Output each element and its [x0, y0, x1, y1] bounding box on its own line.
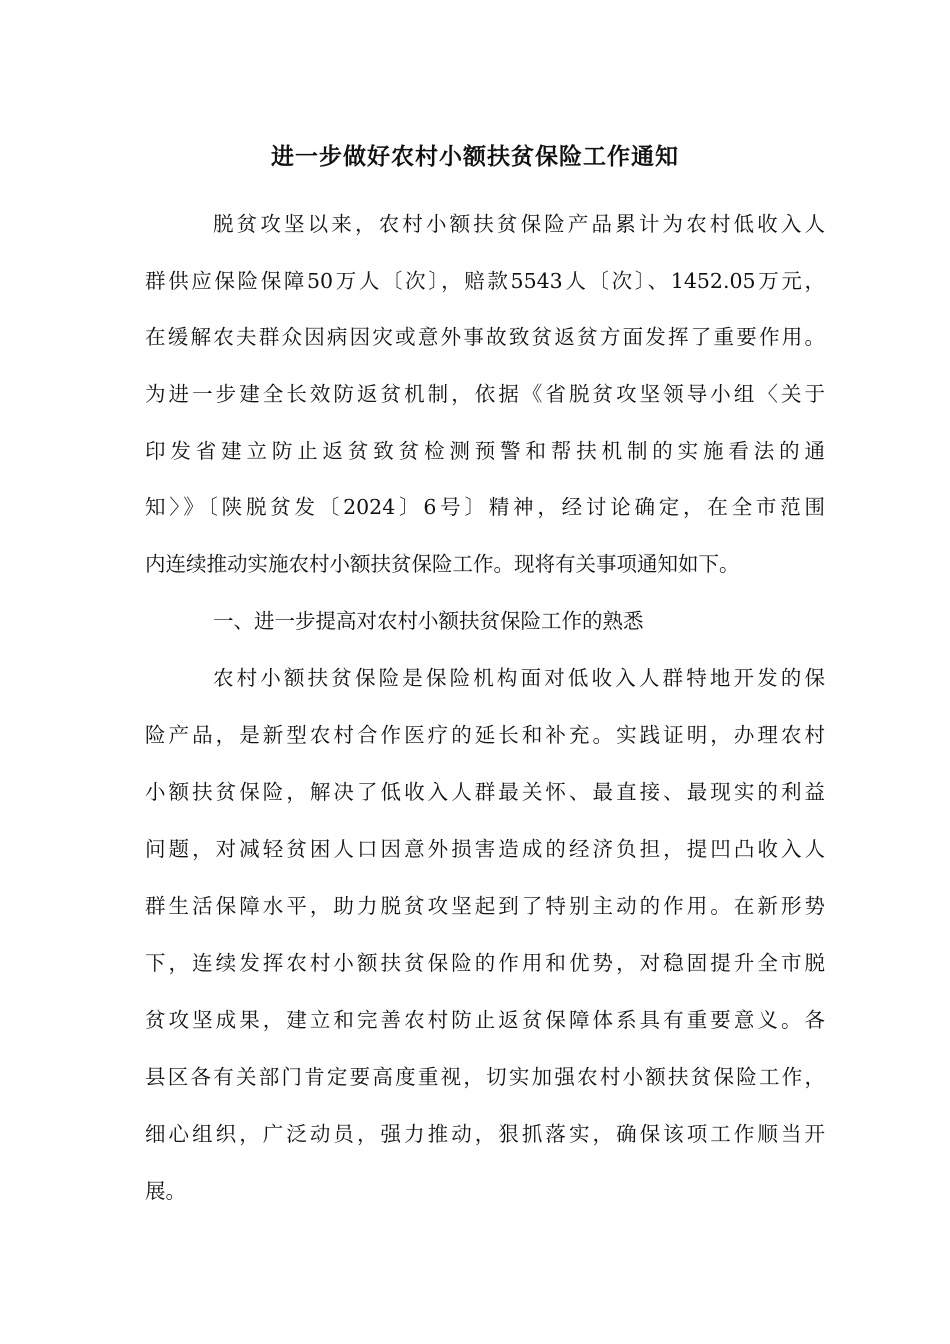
section-heading: 一、进一步提高对农村小额扶贫保险工作的熟悉: [213, 609, 644, 633]
paragraph-line: 贫攻坚成果，建立和完善农村防止返贫保障体系具有重要意义。各: [145, 1008, 825, 1032]
paragraph-line: 为进一步建全长效防返贫机制，依据《省脱贫攻坚领导小组〈关于: [145, 382, 825, 406]
paragraph-line: 群供应保险保障50万人〔次〕，赔款5543人〔次〕、1452.05万元，: [145, 269, 825, 293]
document-title: 进一步做好农村小额扶贫保险工作通知: [271, 143, 679, 170]
paragraph-line: 脱贫攻坚以来，农村小额扶贫保险产品累计为农村低收入人: [213, 212, 825, 236]
paragraph-line: 印发省建立防止返贫致贫检测预警和帮扶机制的实施看法的通: [145, 439, 825, 463]
paragraph-line: 展。: [145, 1179, 186, 1203]
paragraph-line: 群生活保障水平，助力脱贫攻坚起到了特别主动的作用。在新形势: [145, 894, 825, 918]
paragraph-line: 县区各有关部门肯定要高度重视，切实加强农村小额扶贫保险工作，: [145, 1065, 825, 1089]
paragraph-line: 内连续推动实施农村小额扶贫保险工作。现将有关事项通知如下。: [145, 552, 740, 576]
paragraph-line: 在缓解农夫群众因病因灾或意外事故致贫返贫方面发挥了重要作用。: [145, 325, 825, 349]
paragraph-line: 小额扶贫保险，解决了低收入人群最关怀、最直接、最现实的利益: [145, 780, 825, 804]
paragraph-line: 细心组织，广泛动员，强力推动，狠抓落实，确保该项工作顺当开: [145, 1122, 825, 1146]
paragraph-line: 下，连续发挥农村小额扶贫保险的作用和优势，对稳固提升全市脱: [145, 951, 825, 975]
paragraph-line: 知〉》〔陕脱贫发〔2024〕6号〕精神，经讨论确定，在全市范围: [145, 495, 825, 519]
paragraph-line: 农村小额扶贫保险是保险机构面对低收入人群特地开发的保: [213, 666, 825, 690]
paragraph-line: 问题，对减轻贫困人口因意外损害造成的经济负担，提凹凸收入人: [145, 837, 825, 861]
paragraph-line: 险产品，是新型农村合作医疗的延长和补充。实践证明，办理农村: [145, 723, 825, 747]
